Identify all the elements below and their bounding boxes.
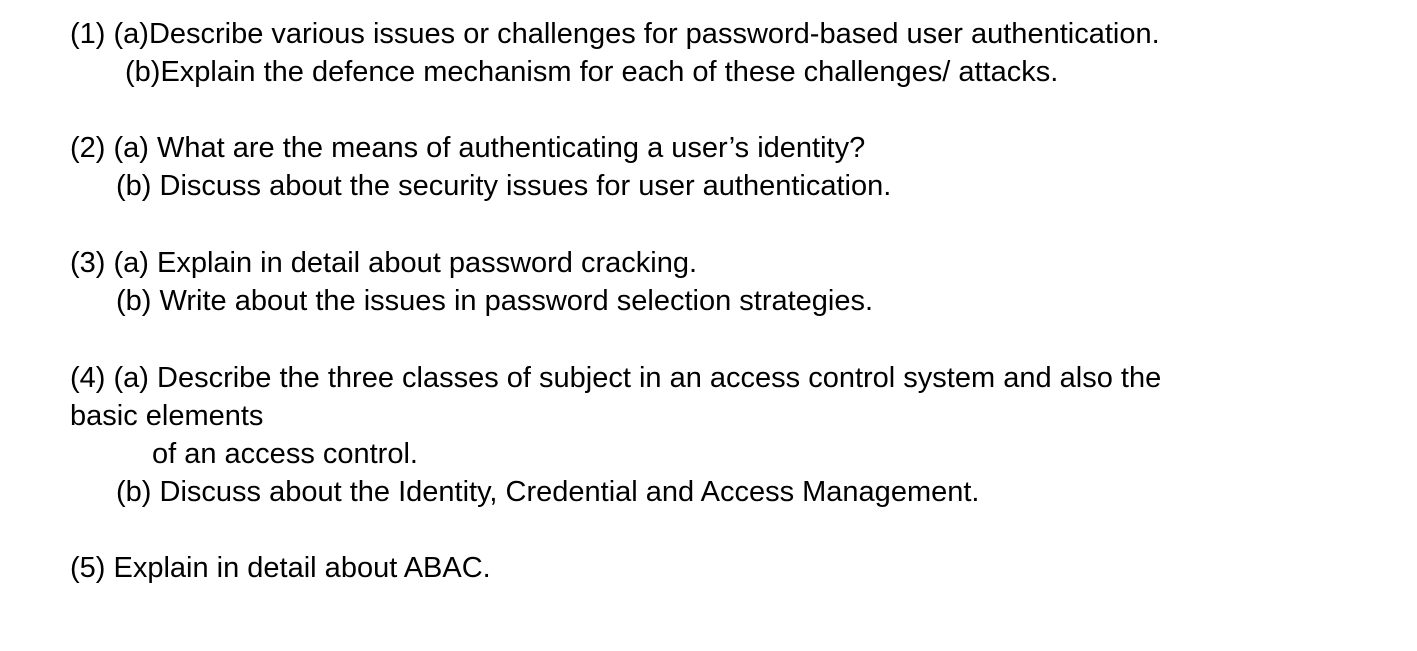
question-1-part-a: (1) (a)Describe various issues or challenges for password-based user authentication. bbox=[70, 18, 1160, 50]
question-3-part-b: (b) Write about the issues in password selection strategies. bbox=[116, 285, 874, 317]
question-4-part-b: (b) Discuss about the Identity, Credential and Access Management. bbox=[116, 476, 980, 508]
question-4-part-a-line-3: of an access control. bbox=[152, 438, 418, 470]
question-4-part-a-line-2: basic elements bbox=[70, 400, 264, 432]
question-5: (5) Explain in detail about ABAC. bbox=[70, 552, 491, 584]
question-1-part-b: (b)Explain the defence mechanism for each of these challenges/ attacks. bbox=[125, 56, 1059, 88]
question-3-part-a: (3) (a) Explain in detail about password cracking. bbox=[70, 247, 698, 279]
question-2-part-b: (b) Discuss about the security issues for user authentication. bbox=[116, 170, 892, 202]
question-2-part-a: (2) (a) What are the means of authenticating a user’s identity? bbox=[70, 132, 866, 164]
question-4-part-a-line-1: (4) (a) Describe the three classes of subject in an access control system and also the bbox=[70, 362, 1162, 394]
